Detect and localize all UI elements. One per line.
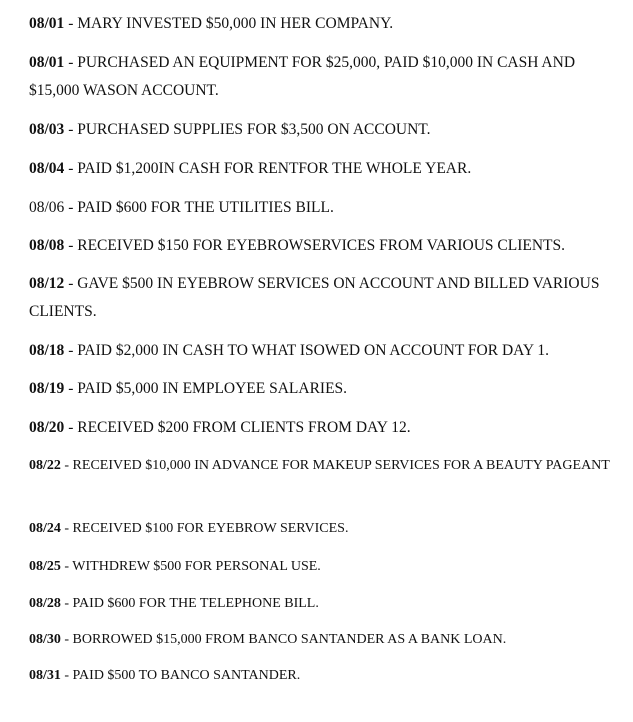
entry-text: - MARY INVESTED $50,000 IN HER COMPANY.	[64, 15, 394, 32]
entry	[29, 194, 625, 222]
entry-text: - PAID $1,200IN CASH FOR RENTFOR THE WHOLE YEAR.	[64, 160, 472, 177]
entry	[29, 590, 625, 617]
entry-text: - PURCHASED SUPPLIES FOR $3,500 ON ACCOUNT.	[64, 121, 431, 138]
entry-text: - PAID $5,000 IN EMPLOYEE SALARIES.	[64, 380, 348, 397]
entry	[29, 375, 625, 403]
entry-date: 08/01	[29, 15, 65, 32]
entry	[29, 553, 625, 580]
entry-date: 08/06	[29, 199, 65, 216]
entry	[29, 626, 625, 653]
entry-text: - WITHDREW $500 FOR PERSONAL USE.	[60, 559, 321, 574]
entry-date: 08/31	[29, 668, 61, 683]
entry-date: 08/12	[29, 275, 65, 292]
entry-text: - PAID $500 TO BANCO SANTANDER.	[60, 668, 301, 683]
entry	[29, 662, 625, 689]
entry-text: - BORROWED $15,000 FROM BANCO SANTANDER AS A BANK LOAN.	[60, 632, 507, 647]
entry	[29, 232, 625, 260]
entry-date: 08/08	[29, 237, 65, 254]
entry-text: - PAID $2,000 IN CASH TO WHAT ISOWED ON ACCOUNT FOR DAY 1.	[64, 342, 550, 359]
entry	[29, 515, 625, 542]
entry-text: - PAID $600 FOR THE TELEPHONE BILL.	[60, 596, 319, 611]
entry-text: - GAVE $500 IN EYEBROW SERVICES ON ACCOUNT AND BILLED VARIOUS CLIENTS.	[29, 275, 600, 320]
entry-date: 08/20	[29, 419, 65, 436]
entry-date: 08/24	[29, 521, 61, 536]
entry-text: - RECEIVED $100 FOR EYEBROW SERVICES.	[60, 521, 349, 536]
entry	[29, 414, 625, 442]
entry-text: - PAID $600 FOR THE UTILITIES BILL.	[64, 199, 334, 216]
entry-date: 08/28	[29, 596, 61, 611]
entry-text: - PURCHASED AN EQUIPMENT FOR $25,000, PAID $10,000 IN CASH AND $15,000 WASON ACCOUNT.	[29, 54, 576, 99]
entry-date: 08/25	[29, 559, 61, 574]
entry	[29, 452, 625, 479]
entry-date: 08/04	[29, 160, 65, 177]
entry-date: 08/30	[29, 632, 61, 647]
entry-text: - RECEIVED $10,000 IN ADVANCE FOR MAKEUP SERVICES FOR A BEAUTY PAGEANT	[60, 458, 610, 473]
entry	[29, 49, 625, 105]
entry-date: 08/01	[29, 54, 65, 71]
entry-date: 08/22	[29, 458, 61, 473]
entry	[29, 10, 625, 38]
entry-text: - RECEIVED $150 FOR EYEBROWSERVICES FROM VARIOUS CLIENTS.	[64, 237, 565, 254]
entry-date: 08/19	[29, 380, 65, 397]
entry	[29, 116, 625, 144]
entry	[29, 337, 625, 365]
entry-date: 08/18	[29, 342, 65, 359]
entry	[29, 155, 625, 183]
entry-text: - RECEIVED $200 FROM CLIENTS FROM DAY 12.	[64, 419, 411, 436]
entry-date: 08/03	[29, 121, 65, 138]
entry	[29, 270, 625, 326]
